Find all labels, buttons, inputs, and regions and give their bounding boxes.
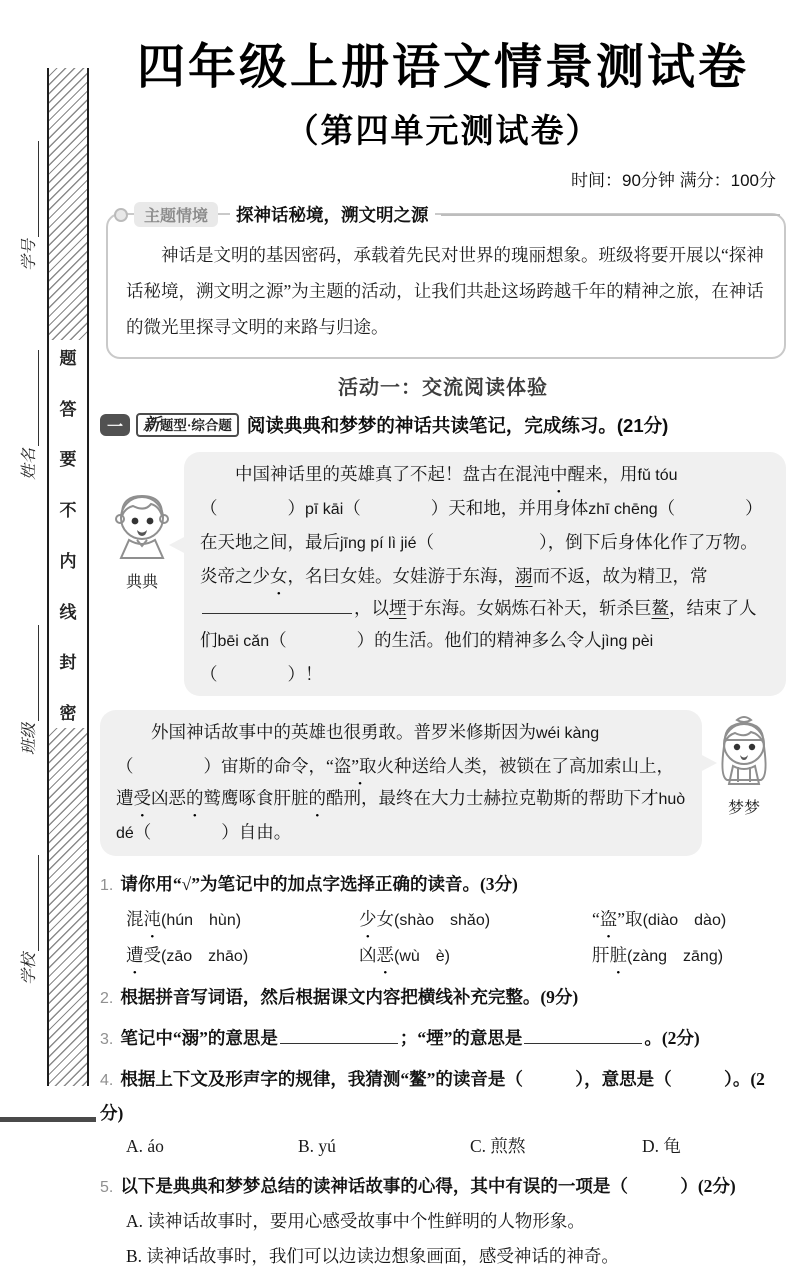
theme-rule-line [441, 214, 780, 216]
option-c: C. 煎熬 [470, 1136, 526, 1156]
paper-content [100, 0, 786, 1274]
question-number: 5. [100, 1179, 114, 1196]
fill-in-blank [280, 1040, 398, 1044]
seal-character: 密 [59, 703, 77, 723]
text-segment: 受凶 [133, 788, 169, 808]
text-segment: 请你用“√”为笔记中的加点字选择正确的读音。(3分) [120, 874, 518, 894]
section-instruction: 阅读典典和梦梦的神话共读笔记，完成练习。(21分) [246, 415, 669, 436]
dialog-dian-dian [100, 452, 786, 696]
seal-label-text: 姓名 [21, 448, 38, 481]
text-segment: 根据上下文及形声字的规律，我猜测“鳌”的读音是（ ），意思是（ ）。(2分) [100, 1069, 765, 1123]
text-segment: 少 [252, 566, 270, 586]
question-2 [100, 981, 786, 1015]
text-segment: 女，名曰女娃。女娃游于东海， [270, 566, 515, 586]
question-text [100, 1069, 765, 1123]
activity-heading: 活动一：交流阅读体验 [338, 377, 548, 399]
text-segment: （ ）的生活。他们的精神多么令人 [269, 630, 602, 650]
pronunciation-row-2 [126, 938, 786, 974]
text-segment: 于东海。女娲炼石补天，斩杀巨 [406, 598, 652, 618]
question-text [120, 1176, 735, 1196]
text-segment: 以下是典典和梦梦总结的读神话故事的心得，其中有误的一项是（ ）(2分) [120, 1176, 736, 1196]
text-segment: 少 [359, 909, 377, 929]
text-segment: 中醒来，用 [550, 464, 638, 484]
text-segment: 沌 [532, 464, 550, 484]
text-segment: pī kāi [305, 501, 344, 518]
text-segment: 恶 [376, 945, 394, 965]
text-segment: 而不返，故为精卫，常 [532, 566, 708, 586]
text-segment: 溺 [515, 566, 533, 586]
seal-character: 内 [59, 551, 77, 571]
seal-hatch-bottom [49, 728, 87, 1086]
seal-character: 不 [59, 501, 77, 521]
text-segment: （ ）！ [200, 664, 323, 684]
text-segment: ”取 [617, 909, 643, 929]
pronunciation-item [592, 902, 726, 938]
speaker-name: 典典 [125, 574, 158, 591]
seal-hatch-top [49, 68, 87, 340]
text-segment: “ [592, 909, 600, 929]
text-segment: (shào shǎo) [394, 912, 491, 929]
option-b: B. yú [298, 1136, 336, 1156]
question-4-options [126, 1129, 786, 1163]
text-segment: 的酷刑，最终在大力士赫拉克勒斯的帮助下才 [308, 788, 659, 808]
speech-bubble-meng-meng [100, 710, 702, 856]
text-segment: (zāo zhāo) [161, 948, 249, 965]
seal-vertical-text [49, 344, 87, 724]
pronunciation-item [359, 938, 592, 974]
seal-label-underline [36, 625, 39, 721]
seal-character: 要 [59, 450, 77, 470]
seal-label-text: 学号 [21, 239, 38, 272]
text-segment: ；“堙”的意思是 [399, 1028, 523, 1048]
question-number: 4. [100, 1072, 114, 1089]
pronunciation-item [126, 902, 359, 938]
text-segment: （ ）宙斯的命令，“ [116, 756, 334, 776]
text-segment: zhī chēng [588, 501, 658, 518]
seal-label-school [13, 835, 39, 1005]
text-segment: （ ），倒下后身体化作了万物。炎帝之 [200, 532, 758, 586]
seal-character: 答 [59, 399, 77, 419]
seal-label-text: 班级 [21, 723, 38, 756]
text-segment: （ ）在天地之间，最后 [200, 498, 763, 552]
text-segment: 笔记中“溺”的意思是 [120, 1028, 278, 1048]
question-number: 3. [100, 1031, 114, 1048]
text-segment: wéi kàng [536, 725, 600, 742]
section-one-header [100, 412, 786, 438]
text-segment: ，以 [354, 598, 389, 618]
question-text [120, 1028, 699, 1048]
seal-border-line-right [87, 68, 89, 1086]
fill-in-blank [524, 1040, 642, 1044]
text-segment: (zàng zāng) [627, 948, 724, 965]
text-segment: 沌 [143, 909, 161, 929]
page-title: 四年级上册语文情景测试卷 [136, 41, 749, 94]
text-segment: 鳌 [651, 598, 669, 618]
text-segment: 遭 [126, 945, 144, 965]
text-segment: 。(2分) [644, 1028, 700, 1048]
text-segment: 脏 [609, 945, 627, 965]
section-number-badge: 一 [100, 414, 130, 436]
text-segment: 遭 [116, 788, 134, 808]
fill-in-blank [202, 610, 352, 614]
exam-time-score: 时间：90分钟 满分：100分 [571, 171, 776, 190]
question-number: 2. [100, 990, 114, 1007]
seal-label-underline [36, 855, 39, 951]
seal-label-text: 学校 [21, 953, 38, 986]
theme-body-text: 神话是文明的基因密码，承载着先民对世界的瑰丽想象。班级将要开展以“探神话秘境，溯文明之源”为主题的活动，让我们共赴这场跨越千年的精神之旅，在神话的微光里探寻文明的来路与归途。 [126, 245, 764, 337]
pronunciation-item [359, 902, 592, 938]
question-number: 1. [100, 877, 114, 894]
seal-character: 线 [59, 602, 77, 622]
theme-dot-icon [114, 208, 128, 222]
text-segment: 中国神话里的英雄真了不起！盘古在混 [235, 464, 533, 484]
text-segment: 肝 [592, 945, 610, 965]
question-list [100, 868, 786, 1274]
theme-badge: 主题情境 [134, 202, 218, 227]
text-segment: huò dé [116, 791, 686, 842]
seal-character: 封 [59, 653, 77, 673]
question-5-option-a: A. 读神话故事时，要用心感受故事中个性鲜明的人物形象。 [126, 1211, 585, 1231]
question-type-badge: 新题型·综合题 [136, 413, 239, 437]
text-segment: (hún hùn) [161, 912, 242, 929]
seal-label-underline [36, 141, 39, 237]
text-segment: （ ）天和地，并用身体 [343, 498, 589, 518]
text-segment: 盗 [333, 756, 352, 776]
text-segment: bēi cǎn [217, 633, 270, 650]
text-segment: （ ）自由。 [133, 822, 292, 842]
text-segment: jìng pèi [601, 633, 654, 650]
pronunciation-row-1 [126, 902, 786, 938]
text-segment: 混 [126, 909, 144, 929]
scan-edge-artifact [0, 1117, 96, 1122]
text-segment: (diào dào) [642, 912, 727, 929]
text-segment: 的鹫鹰啄食肝 [186, 788, 291, 808]
question-3 [100, 1022, 786, 1056]
speaker-name: 梦梦 [727, 800, 760, 817]
seal-label-name [13, 330, 39, 500]
question-text [120, 987, 578, 1007]
seal-character: 题 [59, 349, 77, 368]
seal-label-class [13, 605, 39, 775]
theme-context-box [106, 205, 786, 359]
option-a: A. áo [126, 1136, 164, 1156]
text-segment: 外国神话故事中的英雄也很勇敢。普罗米修斯因为 [151, 722, 536, 742]
theme-title: 探神话秘境，溯文明之源 [230, 202, 435, 227]
text-segment: （ ） [200, 498, 305, 518]
girl-avatar-icon [711, 710, 777, 788]
pronunciation-item [126, 938, 359, 974]
pronunciation-item [592, 938, 723, 974]
seal-label-underline [36, 350, 39, 446]
theme-header [114, 202, 780, 227]
bubble-text [116, 716, 686, 850]
text-segment: 根据拼音写词语，然后根据课文内容把横线补充完整。(9分) [120, 987, 579, 1007]
bubble-text [200, 458, 770, 690]
text-segment: 女 [376, 909, 394, 929]
page-subtitle: （第四单元测试卷） [285, 112, 601, 149]
seal-label-student-number [13, 121, 39, 291]
text-segment: ”取火种送给人类，被锁在了高加索山上， [351, 756, 675, 776]
text-segment: 受 [143, 945, 161, 965]
dialog-meng-meng [100, 710, 786, 856]
text-segment: 凶 [359, 945, 377, 965]
avatar-block-dian-dian [100, 452, 184, 592]
text-segment: 堙 [389, 598, 407, 618]
text-segment: 恶 [168, 788, 186, 808]
speech-bubble-dian-dian [184, 452, 786, 696]
text-segment: 脏 [291, 788, 309, 808]
question-text [120, 874, 518, 894]
question-5 [100, 1170, 786, 1204]
text-segment: fǔ tóu [637, 467, 678, 484]
question-4 [100, 1063, 786, 1129]
text-segment: (wù è) [394, 948, 451, 965]
text-segment: jīng pí lì jié [340, 535, 417, 552]
question-1 [100, 868, 786, 902]
option-d: D. 龟 [642, 1136, 681, 1156]
boy-avatar-icon [109, 488, 175, 562]
question-5-option-b: B. 读神话故事时，我们可以边读边想象画面，感受神话的神奇。 [126, 1246, 619, 1266]
text-segment: ，结束了人们 [200, 598, 757, 650]
text-segment: 盗 [599, 909, 618, 929]
